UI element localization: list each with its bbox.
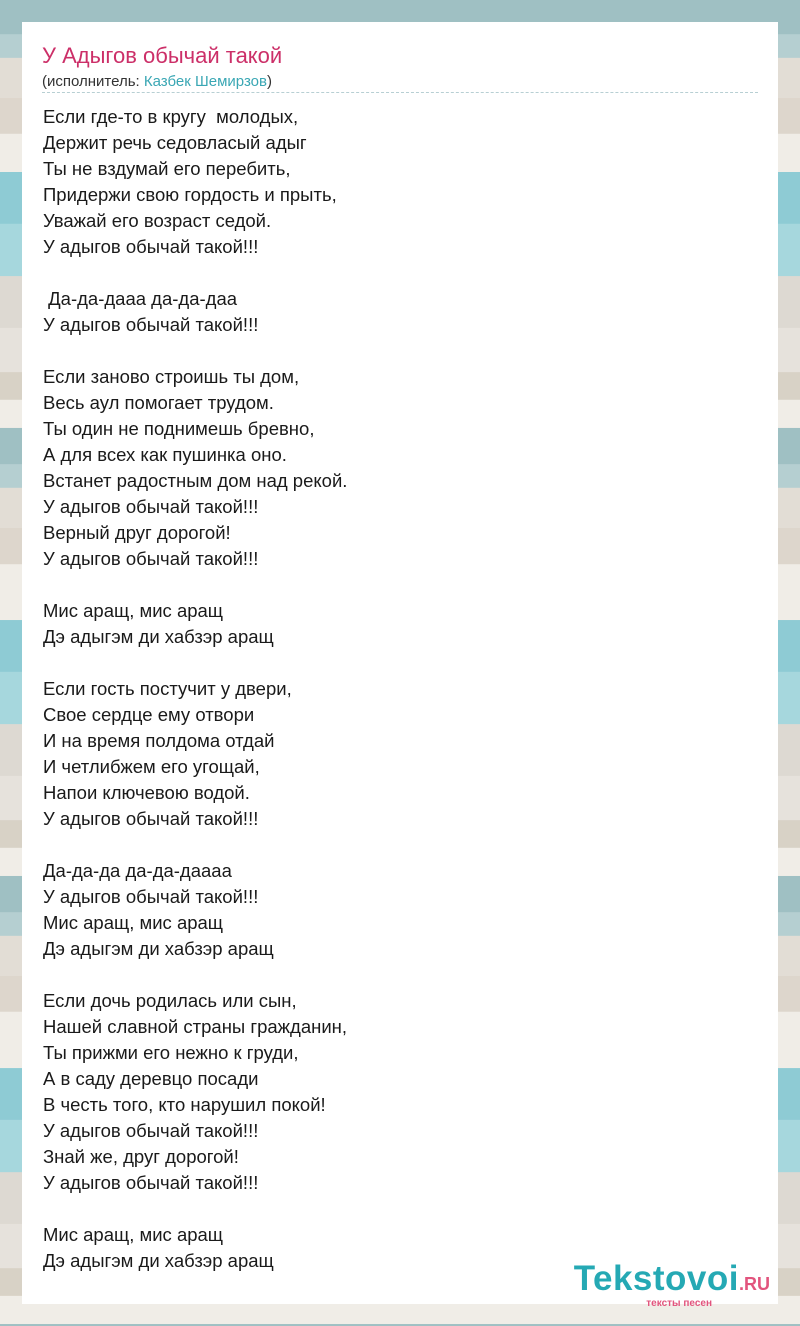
lyrics-line: У адыгов обычай такой!!! [43, 496, 259, 517]
performer-link[interactable]: Казбек Шемирзов [143, 73, 267, 90]
logo-tagline: тексты песен [646, 1298, 712, 1309]
lyrics-line: Знай же, друг дорогой! [43, 1146, 239, 1167]
title-divider [42, 92, 758, 93]
lyrics-line: У адыгов обычай такой!!! [43, 808, 259, 829]
lyrics-blank-line [43, 572, 347, 598]
lyrics-line: Дэ адыгэм ди хабзэр аращ [43, 1250, 274, 1271]
lyrics-line: Придержи свою гордость и прыть, [43, 184, 337, 205]
lyrics-line: В честь того, кто нарушил покой! [43, 1094, 326, 1115]
lyrics-line: Держит речь седовласый адыг [43, 132, 307, 153]
logo-wordmark [573, 1259, 770, 1301]
lyrics-line: И четлибжем его угощай, [43, 756, 260, 777]
lyrics-blank-line [43, 962, 347, 988]
lyrics-line: У адыгов обычай такой!!! [43, 548, 259, 569]
site-logo[interactable] [573, 1259, 770, 1309]
lyrics-line: Встанет радостным дом над рекой. [43, 470, 348, 491]
lyrics-card [22, 22, 778, 1304]
lyrics-line: А для всех как пушинка оно. [43, 444, 287, 465]
lyrics-line: Дэ адыгэм ди хабзэр аращ [43, 938, 274, 959]
lyrics-line: Если дочь родилась или сын, [43, 990, 297, 1011]
lyrics-line: У адыгов обычай такой!!! [43, 314, 259, 335]
lyrics-line: У адыгов обычай такой!!! [43, 1120, 259, 1141]
lyrics-line: Свое сердце ему отвори [43, 704, 255, 725]
lyrics-blank-line [43, 260, 347, 286]
performer-suffix: ) [266, 73, 272, 90]
lyrics-line: Ты прижми его нежно к груди, [43, 1042, 299, 1063]
lyrics-line: И на время полдома отдай [43, 730, 275, 751]
logo-tld: .RU [739, 1274, 770, 1294]
lyrics-line: Если где-то в кругу молодых, [43, 106, 299, 127]
lyrics-line: Весь аул помогает трудом. [43, 392, 274, 413]
lyrics-blank-line [43, 832, 347, 858]
lyrics-line: У адыгов обычай такой!!! [43, 236, 259, 257]
lyrics-line: Дэ адыгэм ди хабзэр аращ [43, 626, 274, 647]
lyrics-line: Уважай его возраст седой. [43, 210, 272, 231]
lyrics-line: Да-да-дааа да-да-даа [43, 288, 238, 309]
lyrics-line: Мис аращ, мис аращ [43, 912, 224, 933]
lyrics-text [43, 104, 347, 1274]
lyrics-line: Да-да-да да-да-дaaaa [43, 860, 232, 881]
performer-prefix: (исполнитель: [42, 73, 144, 90]
lyrics-blank-line [43, 650, 347, 676]
lyrics-line: У адыгов обычай такой!!! [43, 1172, 259, 1193]
lyrics-line: У адыгов обычай такой!!! [43, 886, 259, 907]
lyrics-line: Верный друг дорогой! [43, 522, 231, 543]
song-title: У Адыгов обычай такой [42, 43, 283, 68]
lyrics-line: Ты не вздумай его перебить, [43, 158, 291, 179]
lyrics-line: Мис аращ, мис аращ [43, 600, 224, 621]
lyrics-line: Напои ключевою водой. [43, 782, 250, 803]
lyrics-line: Мис аращ, мис аращ [43, 1224, 224, 1245]
logo-name: Tekstovoi [573, 1259, 739, 1298]
lyrics-line: А в саду деревцо посади [43, 1068, 259, 1089]
performer-line [42, 73, 272, 90]
lyrics-line: Ты один не поднимешь бревно, [43, 418, 315, 439]
lyrics-line: Если заново строишь ты дом, [43, 366, 300, 387]
lyrics-line: Если гость постучит у двери, [43, 678, 292, 699]
lyrics-blank-line [43, 338, 347, 364]
lyrics-line: Нашей славной страны гражданин, [43, 1016, 348, 1037]
lyrics-blank-line [43, 1196, 347, 1222]
